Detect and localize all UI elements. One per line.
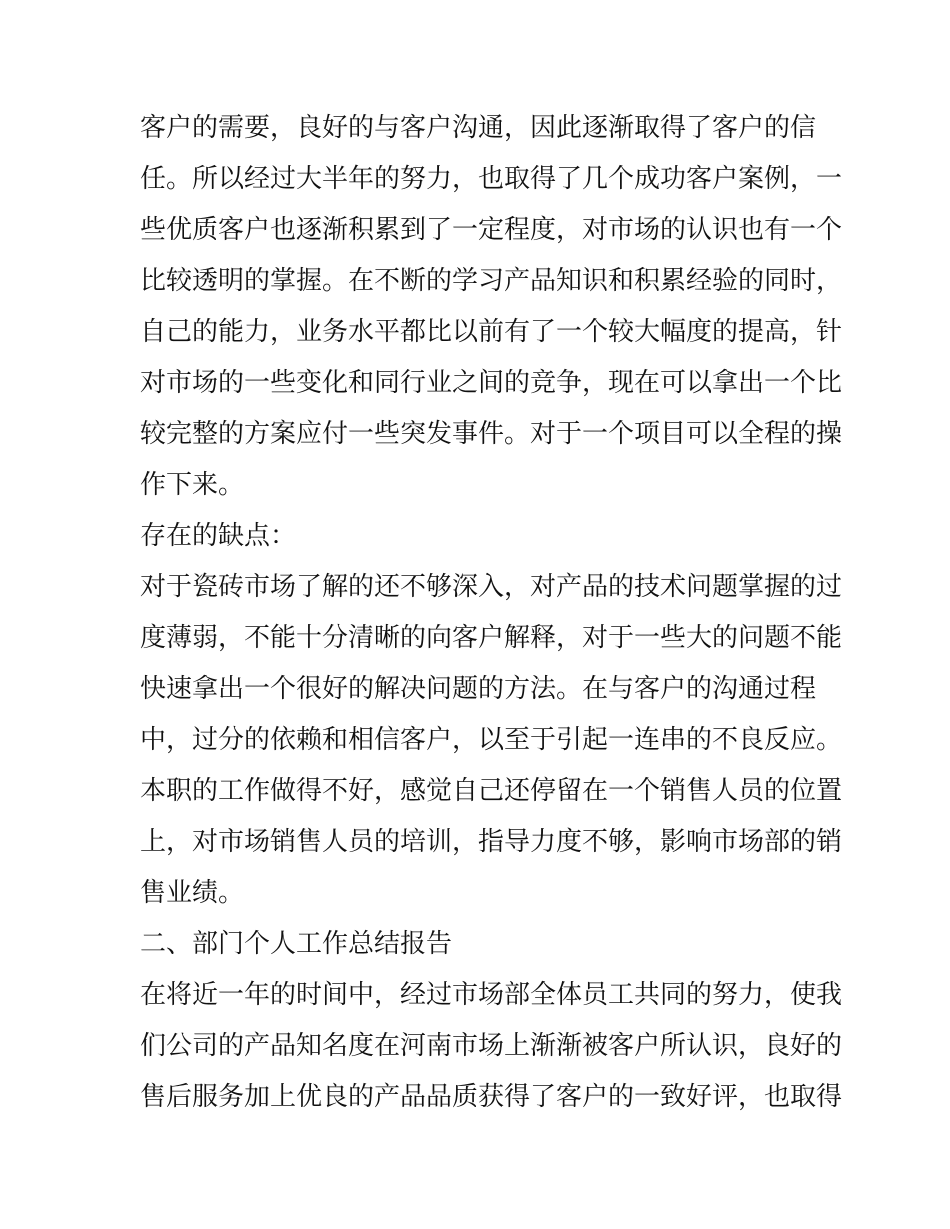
text-line: 快速拿出一个很好的解决问题的方法。在与客户的沟通过程 <box>140 674 817 704</box>
document-body <box>140 103 843 1123</box>
text-line: 较完整的方案应付一些突发事件。对于一个项目可以全程的操 <box>140 419 843 449</box>
text-line: 客户的需要，良好的与客户沟通，因此逐渐取得了客户的信 <box>140 113 817 143</box>
text-line: 们公司的产品知名度在河南市场上渐渐被客户所认识，良好的 <box>140 1031 843 1061</box>
text-line: 比较透明的掌握。在不断的学习产品知识和积累经验的同时， <box>140 266 843 296</box>
section-subheading: 存在的缺点： <box>140 521 297 551</box>
text-line: 自己的能力，业务水平都比以前有了一个较大幅度的提高，针 <box>140 317 843 347</box>
section-heading: 二、部门个人工作总结报告 <box>140 929 453 959</box>
text-line: 度薄弱，不能十分清晰的向客户解释，对于一些大的问题不能 <box>140 623 843 653</box>
text-line: 对于瓷砖市场了解的还不够深入，对产品的技术问题掌握的过 <box>140 572 843 602</box>
text-line: 对市场的一些变化和同行业之间的竞争，现在可以拿出一个比 <box>140 368 843 398</box>
text-line: 中，过分的依赖和相信客户，以至于引起一连串的不良反应。 <box>140 725 843 755</box>
text-line: 本职的工作做得不好，感觉自己还停留在一个销售人员的位置 <box>140 776 843 806</box>
text-line: 售后服务加上优良的产品品质获得了客户的一致好评，也取得 <box>140 1082 843 1112</box>
text-line: 任。所以经过大半年的努力，也取得了几个成功客户案例，一 <box>140 164 843 194</box>
text-line: 上，对市场销售人员的培训，指导力度不够，影响市场部的销 <box>140 827 843 857</box>
text-line: 售业绩。 <box>140 878 245 908</box>
text-line: 些优质客户也逐渐积累到了一定程度，对市场的认识也有一个 <box>140 215 843 245</box>
text-line: 作下来。 <box>140 470 245 500</box>
text-line: 在将近一年的时间中，经过市场部全体员工共同的努力，使我 <box>140 980 843 1010</box>
